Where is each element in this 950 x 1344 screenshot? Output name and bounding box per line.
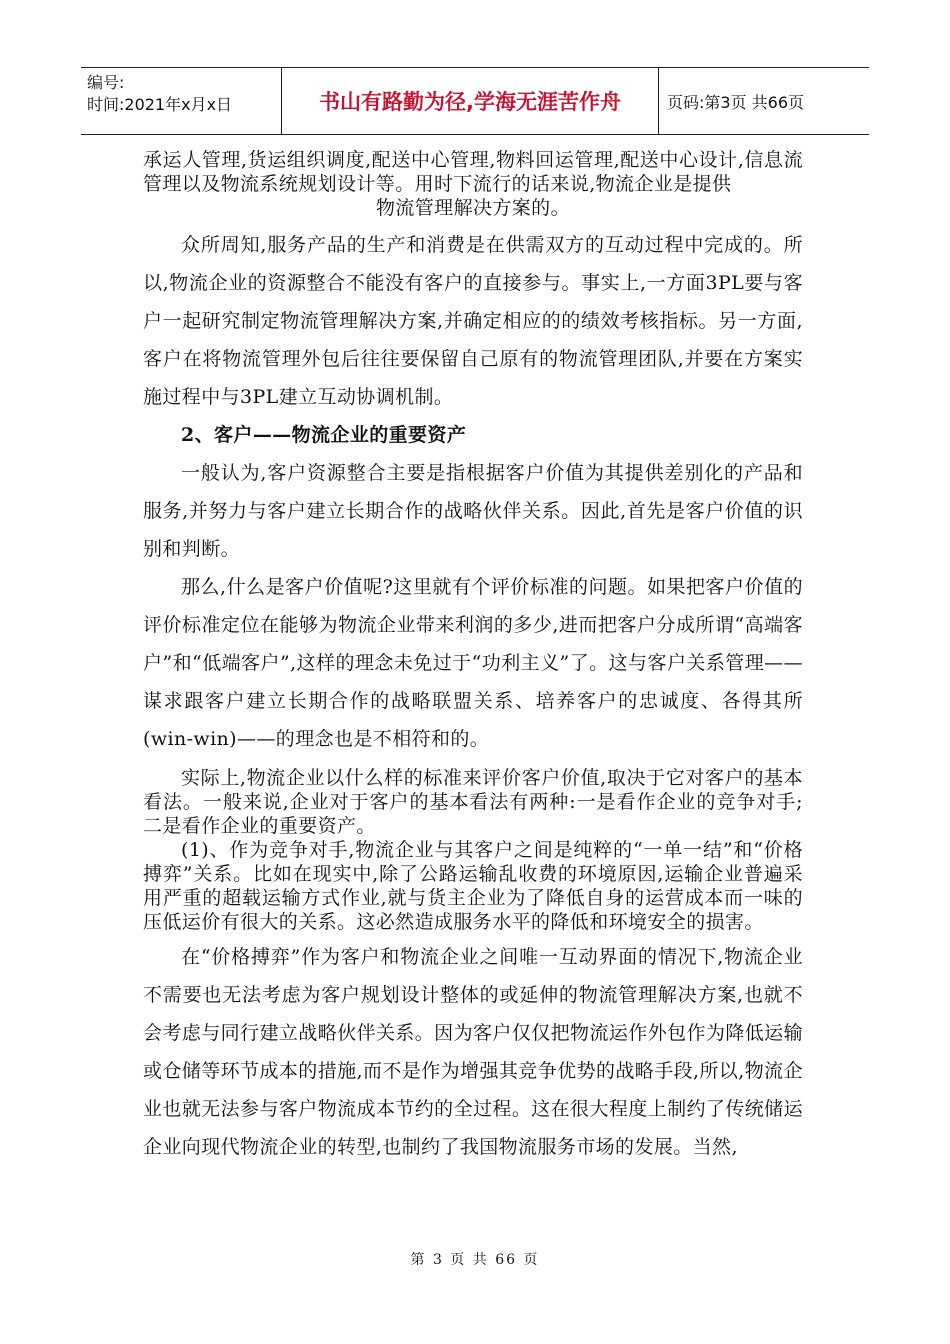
paragraph: 众所周知,服务产品的生产和消费是在供需双方的互动过程中完成的。所以,物流企业的资源整合不能没有客户的直接参与。事实上,一方面3PL要与客户一起研究制定物流管理解决方案,并确定相应的的绩效考核指标。另一方面,客户在将物流管理外包后往往要保留自己原有的物流管理团队,并要在方案实施过程中与3PL建立互动协调机制。 bbox=[143, 234, 803, 408]
paragraph: 那么,什么是客户价值呢?这里就有个评价标准的问题。如果把客户价值的评价标准定位在能够为物流企业带来利润的多少,进而把客户分成所谓“高端客户”和“低端客户”,这样的理念未免过于“功利主义”了。这与客户关系管理——谋求跟客户建立长期合作的战略联盟关系、培养客户的忠诚度、各得其所(win-win)——的理念也是不相符和的。 bbox=[143, 576, 803, 750]
paragraph: 实际上,物流企业以什么样的标准来评价客户价值,取决于它对客户的基本看法。一般来说,企业对于客户的基本看法有两种:一是看作企业的竞争对手;二是看作企业的重要资产。 bbox=[143, 767, 803, 837]
header-meta bbox=[81, 68, 282, 134]
header-motto: 书山有路勤为径,学海无涯苦作舟 bbox=[282, 68, 659, 134]
paragraph: (1)、作为竞争对手,物流企业与其客户之间是纯粹的“一单一结”和“价格搏弈”关系。比如在现实中,除了公路运输乱收费的环境原因,运输企业普遍采用严重的超载运输方式作业,就与货主企业为了降低自身的运营成本而一味的压低运价有很大的关系。这必然造成服务水平的降低和环境安全的损害。 bbox=[143, 839, 803, 933]
time-label: 时间:2021年x月x日 bbox=[87, 95, 233, 114]
paragraph: 承运人管理,货运组织调度,配送中心管理,物料回运管理,配送中心设计,信息流管理以及物流系统规划设计等。用时下流行的话来说,物流企业是提供 bbox=[143, 149, 803, 195]
document-body bbox=[143, 148, 803, 1166]
paragraph: 物流管理解决方案的。 bbox=[375, 197, 570, 219]
number-label: 编号: bbox=[87, 73, 125, 92]
section-heading: 2、客户——物流企业的重要资产 bbox=[181, 424, 467, 446]
page-footer: 第 3 页 共 66 页 bbox=[410, 1252, 540, 1268]
header-page-info: 页码:第3页 共66页 bbox=[667, 92, 805, 112]
paragraph: 在“价格搏弈”作为客户和物流企业之间唯一互动界面的情况下,物流企业不需要也无法考虑为客户规划设计整体的或延伸的物流管理解决方案,也就不会考虑与同行建立战略伙伴关系。因为客户仅仅把物流运作外包作为降低运输或仓储等环节成本的措施,而不是作为增强其竞争优势的战略手段,所以,物流企业也就无法参与客户物流成本节约的全过程。这在很大程度上制约了传统储运企业向现代物流企业的转型,也制约了我国物流服务市场的发展。当然, bbox=[143, 946, 803, 1158]
paragraph: 一般认为,客户资源整合主要是指根据客户价值为其提供差别化的产品和服务,并努力与客户建立长期合作的战略伙伴关系。因此,首先是客户价值的识别和判断。 bbox=[143, 462, 803, 560]
page-header bbox=[81, 67, 869, 135]
